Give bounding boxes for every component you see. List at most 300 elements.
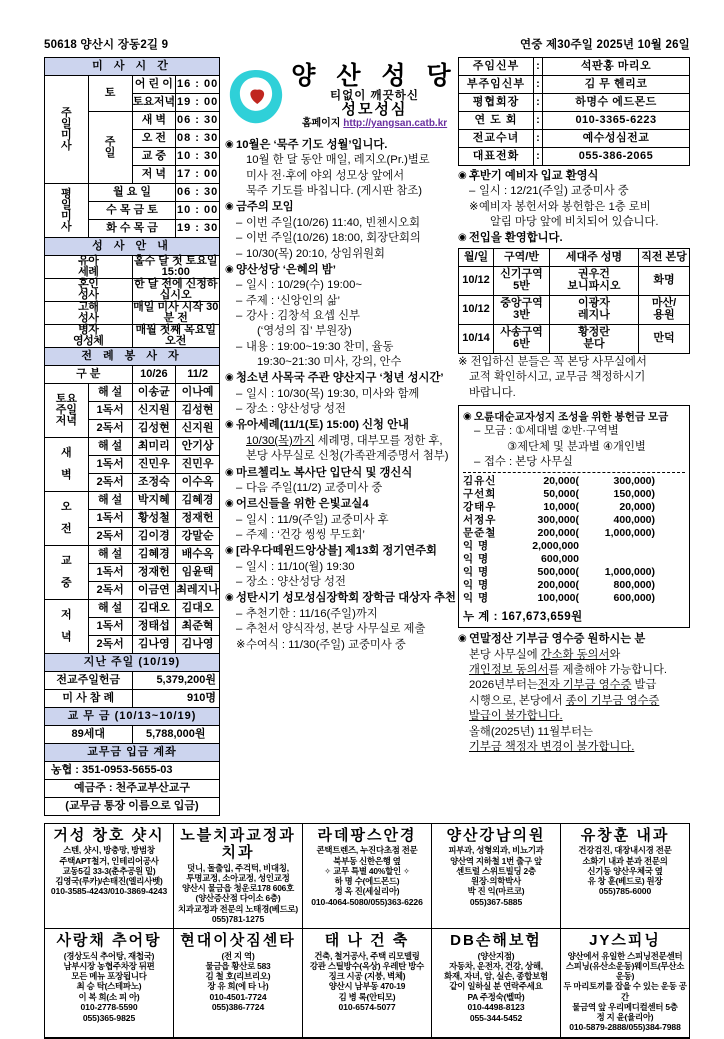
notice-title: [라우다떼윈드앙상블] 제13회 정기연주회 <box>236 545 437 558</box>
middle-column <box>220 57 458 653</box>
staff-value: 하명수 에드몬드 <box>543 94 690 112</box>
dash-icon: – <box>236 403 243 416</box>
ad-phone[interactable]: 055)386-7724 <box>211 1002 265 1013</box>
notice-title: 청소년 사목국 주관 양산지구 ‘청년 성시간’ <box>236 372 444 385</box>
ad-detail-line: 북부동 신한은행 옆 <box>333 855 401 866</box>
liturgy-name-b: 이수옥 <box>176 474 220 492</box>
mass-name: 화 수 목 금 <box>88 220 176 238</box>
ad-detail-line: 강관 스틸방수(옥상) 우레탄 방수 <box>309 960 425 971</box>
liturgy-name-a: 이금연 <box>132 582 176 600</box>
ad-card[interactable] <box>561 824 689 928</box>
donation-amount: 10,000( <box>543 501 579 514</box>
ad-detail-line: 김영국(루카)/손태진(엘리사벳) <box>55 876 163 886</box>
ad-detail-line: 주택APT철거, 인테리어공사 <box>59 855 159 866</box>
donation-entry <box>463 540 685 553</box>
table-row <box>459 295 690 324</box>
ad-phone[interactable]: 010-4064-5080/055)363-6226 <box>311 896 423 907</box>
staff-role: 평협회장 <box>459 94 534 112</box>
staff-role: 부주임신부 <box>459 76 534 94</box>
notice-heading <box>458 169 690 184</box>
donation-entry <box>463 579 685 592</box>
notice-line: – 추천서 양식작성, 본당 사무실로 제출 <box>225 622 458 637</box>
donation-box <box>458 405 690 629</box>
notice-line: – 일시 : 10/29(수) 19:00~ <box>225 278 458 293</box>
ad-detail-line: 양산시 남부동 470-19 <box>328 981 406 992</box>
notice-line: 묵주 기도를 바칩니다. (게시판 참조) <box>246 185 422 198</box>
liturgy-name-a: 박지혜 <box>132 492 176 510</box>
ad-detail-line: 화재, 자녀, 암, 실손, 종합보험 <box>444 971 548 982</box>
notice-title: 마르첼리노 복사단 입단식 및 갱신식 <box>236 466 413 479</box>
donation-cumulative <box>579 553 655 566</box>
notice-line: – 일시 : 10/30(목) 19:30, 미사와 함께 <box>225 387 458 402</box>
ad-detail-line: 남부시장 농협주차장 뒤편 <box>63 960 155 971</box>
church-logo-icon <box>225 65 287 127</box>
page-header <box>44 36 690 52</box>
notice-line: – 일시 : 12/21(주일) 교중미사 중 <box>458 184 690 199</box>
liturgy-name-a: 신지원 <box>132 402 176 420</box>
liturgy-role: 해 설 <box>88 384 132 402</box>
liturgy-role: 해 설 <box>88 492 132 510</box>
dues-bank: 농협 : 351-0953-5655-03 <box>45 762 220 780</box>
ad-detail-line: 스텐, 샷시, 방충망, 방범창 <box>63 845 155 856</box>
donor-name: 익 명 <box>463 592 490 605</box>
homepage-link[interactable]: http://yangsan.catb.kr <box>343 117 448 129</box>
donation-method-label: 모금 : <box>484 425 513 438</box>
dash-icon: – <box>236 560 243 573</box>
ad-phone[interactable]: 055-344-5452 <box>469 1012 523 1023</box>
ad-card[interactable] <box>303 824 432 928</box>
ad-detail-line: 박 진 익(마르코) <box>467 886 525 897</box>
table-row <box>459 266 690 295</box>
ad-detail-line: ✧ 교무 특별 40%할인 ✧ <box>324 865 410 876</box>
last-sunday-value: 910명 <box>132 690 220 708</box>
liturgy-name-a: 김성현 <box>132 420 176 438</box>
ad-row <box>45 928 689 1037</box>
staff-value: 예수성심전교 <box>543 130 690 148</box>
mass-name: 교 중 <box>132 148 176 166</box>
last-sunday-label: 미 사 참 례 <box>45 690 133 708</box>
donation-total-label: 누 계 : <box>463 611 498 624</box>
ad-detail-line: 콘택트렌즈, 누진다초점 전문 <box>316 845 418 856</box>
staff-colon: : <box>534 148 543 166</box>
last-sunday-value: 5,379,200원 <box>132 672 220 690</box>
notice-heading <box>225 497 458 512</box>
advertisement-grid <box>44 823 690 1039</box>
liturgy-col-a: 10/26 <box>132 366 176 384</box>
donation-amount: 2,000,000 <box>532 540 579 553</box>
notice-heading <box>225 418 458 433</box>
transfer-notes <box>458 355 690 401</box>
mass-name: 어 린 이 <box>132 76 176 94</box>
staff-colon: : <box>534 76 543 94</box>
staff-value: 김 무 헨리코 <box>543 76 690 94</box>
donation-cumulative: 1,000,000) <box>604 527 655 540</box>
notice-line: 19:30~21:30 미사, 강의, 안수 <box>257 356 402 369</box>
ad-card[interactable] <box>303 929 432 1037</box>
notice-line: – 다음 주일(11/2) 교중미사 중 <box>225 481 458 496</box>
donor-name: 서정우 <box>463 514 497 527</box>
sacrament-value: 한 달 전에 신청하십시오 <box>133 278 218 301</box>
transfer-prev: 마산/ 용원 <box>639 295 690 324</box>
staff-colon: : <box>534 130 543 148</box>
notice-line: 10/30(목)까지 세례명, 대부모를 정한 후, <box>246 434 443 447</box>
mass-time: 08 : 30 <box>176 130 220 148</box>
table-row <box>459 324 690 353</box>
liturgy-role: 2독서 <box>88 528 132 546</box>
last-sunday-table <box>44 653 220 708</box>
dash-icon: – <box>236 340 243 353</box>
ad-detail-line: 같이 일하실 분 연락주세요 <box>449 981 543 992</box>
ad-phone[interactable]: 055)367-5885 <box>469 896 523 907</box>
ad-phone[interactable]: 055)785-6000 <box>598 886 652 897</box>
donation-amount: 300,000( <box>537 514 579 527</box>
notice-line: 10월 한 달 동안 매일, 레지오(Pr.)별로 <box>246 154 430 167</box>
ad-detail-line: 스피닝(유산소운동)웨이트(무산소운동) <box>565 960 685 982</box>
tax-line: 시행으로, 본당에서 종이 기부금 영수증 <box>469 694 660 707</box>
donation-total-value: 167,673,659원 <box>501 611 583 624</box>
notice-heading <box>225 138 458 153</box>
ad-detail-line: 소화기 내과 분과 전문의 <box>582 855 668 866</box>
ad-phone[interactable]: 055)365-9825 <box>82 1012 136 1023</box>
donation-entry <box>463 527 685 540</box>
notice-line: 본당 사무실로 신청(가족관계증명서 첨부) <box>246 450 449 463</box>
divider <box>463 472 685 473</box>
dash-icon: – <box>236 309 243 322</box>
ad-detail-line: 양산시 물금읍 청운로178 606호 <box>181 883 295 893</box>
transfer-name: 권우건 보니파시오 <box>550 266 639 295</box>
staff-role: 연 도 회 <box>459 112 534 130</box>
tax-line: 본당 사무실에 간소화 동의서와 <box>469 648 621 661</box>
transfer-section <box>458 231 690 246</box>
ad-detail-line: 센트럴 스위트빌딩 2층 <box>456 865 536 876</box>
right-notice-list <box>458 169 690 230</box>
donation-entry <box>463 592 685 605</box>
notice-line: – 추천기한 : 11/16(주일)까지 <box>225 607 458 622</box>
liturgy-name-b: 김나영 <box>176 636 220 654</box>
star-icon: ※ <box>469 200 479 213</box>
transfer-name: 황정란 분다 <box>550 324 639 353</box>
donation-amount: 200,000( <box>537 579 579 592</box>
dash-icon: – <box>236 387 243 400</box>
ad-detail-line: 물금읍 황산로 583 <box>205 960 271 971</box>
liturgy-group-label: 토요 주일 저녁 <box>45 384 89 438</box>
ad-title: 현대이삿짐센타 <box>180 932 296 950</box>
staff-value: 010-3365-6223 <box>543 112 690 130</box>
ad-detail-line: (양산증산점 다이소 6층) <box>195 893 281 904</box>
ad-phone[interactable]: 010-4501-7724 <box>209 991 267 1002</box>
ad-detail-line: 하 명 수(에드몬드) <box>334 876 400 886</box>
transfer-col-zone: 구역/반 <box>494 248 550 266</box>
staff-colon: : <box>534 58 543 76</box>
mass-sun-label: 주 일 <box>88 112 132 184</box>
liturgy-role: 1독서 <box>88 402 132 420</box>
ad-detail-line: 김 병 록(안티모) <box>338 991 396 1002</box>
bullet-icon: ◉ <box>458 633 467 645</box>
transfer-col-date: 월/일 <box>459 248 494 266</box>
notice-heading <box>225 200 458 215</box>
liturgy-name-a: 김이경 <box>132 528 176 546</box>
liturgy-role: 1독서 <box>88 618 132 636</box>
liturgy-role: 2독서 <box>88 582 132 600</box>
donor-name: 익 명 <box>463 540 490 553</box>
mass-name: 월 요 일 <box>88 184 176 202</box>
dash-icon: – <box>236 294 243 307</box>
donation-receipt-value: 본당 사무실 <box>515 455 573 468</box>
church-header <box>225 57 458 135</box>
mass-time: 06 : 30 <box>176 112 220 130</box>
notice-line: ※ 수여식 : 11/30(주일) 교중미사 중 <box>225 638 458 653</box>
liturgy-title: 전 례 봉 사 자 <box>45 348 220 366</box>
homepage-label: 홈페이지 <box>301 117 341 129</box>
liturgy-name-a: 김혜경 <box>132 546 176 564</box>
transfer-zone: 사송구역 6반 <box>494 324 550 353</box>
liturgy-col-b: 11/2 <box>176 366 220 384</box>
right-column <box>458 57 690 755</box>
church-subtitle-1: 티없이 깨끗하신 <box>330 89 419 102</box>
liturgy-col-role: 구 분 <box>45 366 133 384</box>
mass-sat-label: 토 <box>88 76 132 112</box>
notice-heading <box>225 263 458 278</box>
mass-name: 저 녁 <box>132 166 176 184</box>
ad-phone[interactable]: 010-2778-5590 <box>80 1001 138 1012</box>
liturgy-name-a: 김대오 <box>132 600 176 618</box>
donation-amount: 200,000( <box>537 527 579 540</box>
liturgy-name-b: 최레지나 <box>176 582 220 600</box>
dash-icon: – <box>236 247 243 260</box>
ad-card[interactable] <box>432 824 561 928</box>
liturgy-role: 해 설 <box>88 600 132 618</box>
ad-detail-line: 물금역 앞 우리메디컬센터 5층 <box>572 1001 678 1012</box>
ad-detail-line: 최 승 탁(스테파노) <box>76 981 142 992</box>
transfer-note-1: ※ 전입하신 분들은 꼭 본당 사무실에서 <box>458 355 647 368</box>
bullet-icon: ◉ <box>225 419 234 431</box>
bullet-icon: ◉ <box>458 232 467 244</box>
notice-line: – 일시 : 11/9(주일) 교중미사 후 <box>225 513 458 528</box>
dash-icon: – <box>469 185 476 198</box>
donor-name: 익 명 <box>463 566 490 579</box>
sacrament-title: 성 사 안 내 <box>45 238 220 256</box>
donation-cumulative: 400,000) <box>613 514 655 527</box>
bullet-icon: ◉ <box>458 170 467 181</box>
liturgy-role: 2독서 <box>88 420 132 438</box>
liturgy-group-label: 저 녁 <box>45 600 89 654</box>
ad-detail-line: (양산지점) <box>477 950 515 961</box>
ad-detail-line: 모든 메뉴 포장됩니다 <box>71 971 147 982</box>
mass-name: 오 전 <box>132 130 176 148</box>
liturgy-name-a: 정태섭 <box>132 618 176 636</box>
ad-title: 거성 창호 샷시 <box>53 827 165 844</box>
transfer-prev: 화명 <box>639 266 690 295</box>
notice-heading <box>225 544 458 559</box>
tax-line: 개인정보 동의서를 제출해야 가능합니다. <box>469 664 668 677</box>
donation-total <box>463 608 685 624</box>
donation-title: 오륜대순교자성지 조성을 위한 봉헌금 모금 <box>474 410 669 423</box>
dash-icon: – <box>236 513 243 526</box>
ad-phone[interactable]: 010-3585-4243/010-3869-4243 <box>50 886 168 897</box>
staff-role: 전교수녀 <box>459 130 534 148</box>
liturgy-name-a: 정재헌 <box>132 564 176 582</box>
notice-line: – 일시 : 11/10(월) 19:30 <box>225 560 458 575</box>
mass-group-sunday: 주 일 미 사 <box>45 76 89 184</box>
sacrament-label: 고해 성사 <box>45 302 133 325</box>
ad-title: JY스피닝 <box>589 932 661 950</box>
postal-address: 50618 양산시 장동2길 9 <box>44 39 169 51</box>
ad-detail-line: 양산역 지하철 1번 출구 앞 <box>450 855 542 866</box>
notice-title: 유아세례(11/1(토) 15:00) 신청 안내 <box>236 419 409 432</box>
notice-heading <box>225 591 458 606</box>
dash-icon: – <box>474 425 481 438</box>
donation-method-1: ①세대별 ②반·구역별 <box>515 425 619 438</box>
donation-method-2: ③제단체 및 분과별 ④개인별 <box>507 440 646 453</box>
notice-line: – 강사 : 김창석 요셉 신부 <box>225 309 458 324</box>
liturgy-name-a: 조정숙 <box>132 474 176 492</box>
notice-title: 어르신들을 위한 은빛교실4 <box>236 498 369 511</box>
sacrament-label: 혼인 성사 <box>45 279 133 302</box>
ad-title: 라데팡스안경 <box>317 827 417 844</box>
liturgy-role: 해 설 <box>88 438 132 456</box>
ad-card[interactable] <box>45 929 174 1037</box>
ad-phone[interactable]: 055)781-1275 <box>211 913 265 924</box>
donation-amount: 500,000( <box>537 566 579 579</box>
ad-phone[interactable]: 010-5879-2888/055)384-7988 <box>569 1022 681 1033</box>
donation-amount: 600,000 <box>541 553 579 566</box>
donation-cumulative: 600,000) <box>613 592 655 605</box>
liturgy-name-b: 신지원 <box>176 420 220 438</box>
liturgy-group-label: 오 전 <box>45 492 89 546</box>
ad-detail-line: (경상도식 추어탕, 재첩국) <box>63 950 155 961</box>
donation-entry <box>463 488 685 501</box>
liturgy-name-b: 김혜경 <box>176 492 220 510</box>
ad-title: 노블치과교정과치과 <box>180 827 296 862</box>
ad-card[interactable] <box>45 824 174 928</box>
notice-heading <box>225 371 458 386</box>
liturgy-role: 2독서 <box>88 636 132 654</box>
notice-line: (‘영성의 집’ 부원장) <box>257 325 352 338</box>
donor-name: 익 명 <box>463 579 490 592</box>
transfer-note-2: 교적 확인하시고, 교무금 책정하시기 <box>469 371 646 384</box>
transfer-date: 10/12 <box>459 266 494 295</box>
liturgy-group-label: 새 벽 <box>45 438 89 492</box>
dash-icon: – <box>236 232 243 245</box>
liturgy-name-b: 임윤택 <box>176 564 220 582</box>
notice-line: 미사 전·후에 야외 성모상 앞에서 <box>246 169 405 182</box>
ad-card[interactable] <box>561 929 689 1037</box>
transfer-name: 이광자 레지나 <box>550 295 639 324</box>
notice-line: – 장소 : 양산성당 성전 <box>225 402 458 417</box>
ad-detail-line: 자동차, 운전자, 건강, 상해, <box>449 960 543 971</box>
sacrament-label: 병자 영성체 <box>45 325 133 348</box>
bullet-icon: ◉ <box>463 410 472 422</box>
dues-amount: 5,788,000원 <box>132 726 220 744</box>
donor-name: 문준철 <box>463 527 497 540</box>
ad-card[interactable] <box>174 824 303 928</box>
ad-detail-line: 덧니, 돌출입, 주걱턱, 비대칭, <box>187 862 289 873</box>
donation-cumulative: 150,000) <box>613 488 655 501</box>
mass-schedule-table <box>44 57 220 238</box>
ad-detail-line: 김 철 호(리브리오) <box>205 971 271 982</box>
mass-time: 06 : 30 <box>176 184 220 202</box>
ad-card[interactable] <box>432 929 561 1037</box>
transfer-note-3: 바랍니다. <box>469 386 516 399</box>
donation-amount: 100,000( <box>537 592 579 605</box>
ad-detail-line: PA 주정숙(벨따) <box>467 991 525 1002</box>
bullet-icon: ◉ <box>225 201 234 213</box>
church-homepage[interactable] <box>291 119 458 130</box>
donor-name: 구선희 <box>463 488 497 501</box>
ad-card[interactable] <box>174 929 303 1037</box>
notice-line: – 10/30(목) 20:10, 상임위원회 <box>225 247 458 262</box>
notice-title: 성탄시기 성모성심장학회 장학금 대상자 추천 <box>236 592 456 605</box>
tax-receipt-section <box>458 632 690 755</box>
donation-cumulative: 300,000) <box>613 475 655 488</box>
ad-detail-line: 원장·의학박사 <box>471 876 521 886</box>
mass-time: 19 : 00 <box>176 94 220 112</box>
staff-table <box>458 57 690 166</box>
notice-line: 알림 마당 앞에 비치되어 있습니다. <box>490 216 659 229</box>
transfer-col-name: 세대주 성명 <box>550 248 639 266</box>
transfer-date: 10/12 <box>459 295 494 324</box>
transfer-title-row <box>458 231 690 246</box>
notice-heading <box>225 466 458 481</box>
liturgy-name-b: 정재헌 <box>176 510 220 528</box>
sacrament-value: 매월 첫째 목요일 오전 <box>132 325 220 348</box>
ad-detail-line: 건축, 철거공사, 주택 리모델링 <box>314 950 420 961</box>
church-subtitle-2: 성모성심 <box>341 101 408 119</box>
liturgy-name-b: 이나예 <box>176 384 220 402</box>
ad-detail-line: 치과교정과 전문의 노태경(베드로) <box>178 903 298 914</box>
ad-detail-line: 건강검진, 대장내시경 전문 <box>578 845 672 856</box>
dash-icon: – <box>236 528 243 541</box>
sacrament-table <box>44 237 220 348</box>
mass-time: 10 : 00 <box>176 202 220 220</box>
donation-entry <box>463 501 685 514</box>
staff-value: 석판홍 마리오 <box>543 58 690 76</box>
transfer-title: 전입을 환영합니다. <box>469 232 563 245</box>
notice-list <box>225 138 458 653</box>
tax-line: 올해(2025년) 11월부터는 <box>469 725 593 738</box>
liturgy-group-label: 교 중 <box>45 546 89 600</box>
donation-cumulative: 1,000,000) <box>604 566 655 579</box>
liturgical-week: 연중 제30주일 2025년 10월 26일 <box>519 39 690 51</box>
transfer-zone: 신기구역 5반 <box>494 266 550 295</box>
church-name-block <box>291 63 458 130</box>
notice-line: ※ 예비자 봉헌서와 봉헌함은 1층 로비 <box>458 200 690 215</box>
mass-schedule-title: 미 사 시 간 <box>45 58 220 76</box>
mass-name: 토요저녁 <box>132 94 176 112</box>
mass-name: 수 목 금 토 <box>88 202 176 220</box>
staff-colon: : <box>534 112 543 130</box>
dues-account-title: 교무금 입금 계좌 <box>45 744 220 762</box>
mass-time: 19 : 30 <box>176 220 220 238</box>
notice-title: 10월은 ‘묵주 기도 성월’입니다. <box>236 139 388 151</box>
ad-detail-line: 투명교정, 소아교정, 성인교정 <box>186 872 290 883</box>
ad-title: 유창훈 내과 <box>580 827 670 844</box>
dues-note: (교무금 통장 이름으로 입금) <box>45 798 220 816</box>
dash-icon: – <box>474 455 481 468</box>
notice-line: – 이번 주일(10/26) 11:40, 빈첸시오회 <box>225 216 458 231</box>
donation-amount: 20,000( <box>543 475 579 488</box>
bullet-icon: ◉ <box>225 263 234 275</box>
bullet-icon: ◉ <box>225 466 234 478</box>
donation-entries <box>463 475 685 605</box>
ad-phone[interactable]: 010-4498-8123 <box>467 1001 525 1012</box>
ad-detail-line: (전 지 역) <box>221 950 255 961</box>
donation-amount: 50,000( <box>543 488 579 501</box>
liturgy-name-a: 진민우 <box>132 456 176 474</box>
mass-time: 17 : 00 <box>176 166 220 184</box>
ad-phone[interactable]: 010-6574-5077 <box>338 1001 396 1012</box>
ad-detail-line: 교동5길 33-3(춘추공원 밑) <box>62 865 156 876</box>
